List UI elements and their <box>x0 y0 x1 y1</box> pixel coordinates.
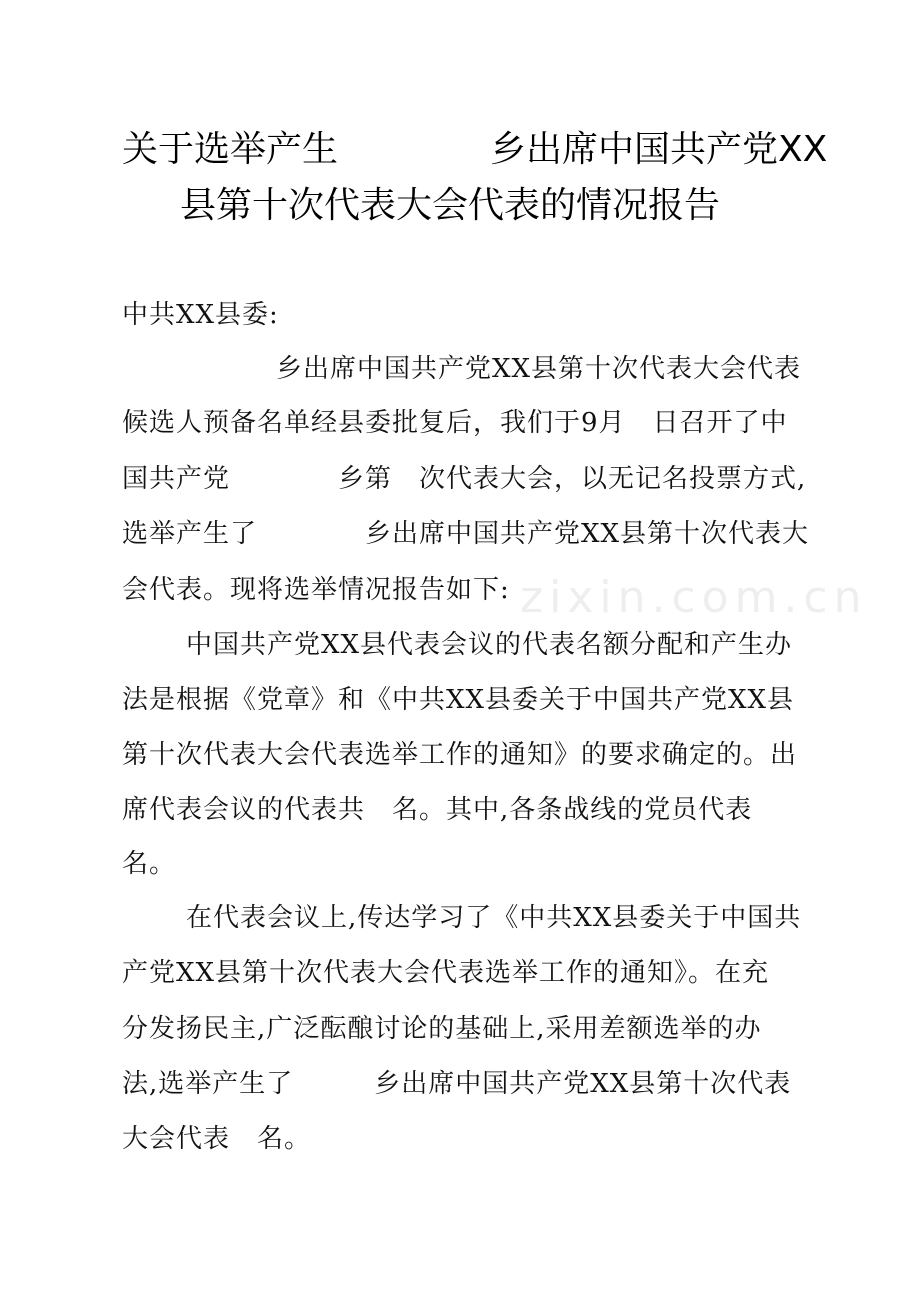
title-line-1b: 乡出席中国共产党XX <box>490 129 828 170</box>
paragraph-1-line-1: 乡出席中国共产党XX县第十次代表大会代表 <box>276 354 802 384</box>
paragraph-1-line-5: 会代表。现将选举情况报告如下: <box>122 575 510 605</box>
salutation: 中共XX县委: <box>122 300 279 330</box>
paragraph-1-line-3: 国共产党 乡第 次代表大会，以无记名投票方式, <box>122 464 807 494</box>
paragraph-3-line-4: 法,选举产生了 乡出席中国共产党XX县第十次代表 <box>122 1069 792 1099</box>
title-line-1a: 关于选举产生 <box>122 129 339 170</box>
paragraph-3-line-1: 在代表会议上,传达学习了《中共XX县委关于中国共 <box>186 903 802 933</box>
paragraph-1-line-2: 候选人预备名单经县委批复后，我们于9月 日召开了中 <box>122 408 788 438</box>
paragraph-3-line-3: 分发扬民主,广泛酝酿讨论的基础上,采用差额选举的办 <box>122 1014 762 1044</box>
paragraph-2-line-2: 法是根据《党章》和《中共XX县委关于中国共产党XX县 <box>122 685 795 715</box>
paragraph-1-line-4: 选举产生了 乡出席中国共产党XX县第十次代表大 <box>122 519 810 549</box>
paragraph-3-line-5: 大会代表 名。 <box>122 1124 312 1154</box>
paragraph-2-line-4: 席代表会议的代表共 名。其中,各条战线的党员代表 <box>122 795 753 825</box>
watermark: zixin.com.cn <box>520 572 868 623</box>
title-line-2: 县第十次代表大会代表的情况报告 <box>180 185 721 226</box>
paragraph-2-line-3: 第十次代表大会代表选举工作的通知》的要求确定的。出 <box>122 740 798 770</box>
paragraph-2-line-1: 中国共产党XX县代表会议的代表名额分配和产生办 <box>186 630 793 660</box>
paragraph-3-line-2: 产党XX县第十次代表大会代表选举工作的通知》。在充 <box>122 958 770 988</box>
paragraph-2-line-5: 名。 <box>122 849 177 879</box>
